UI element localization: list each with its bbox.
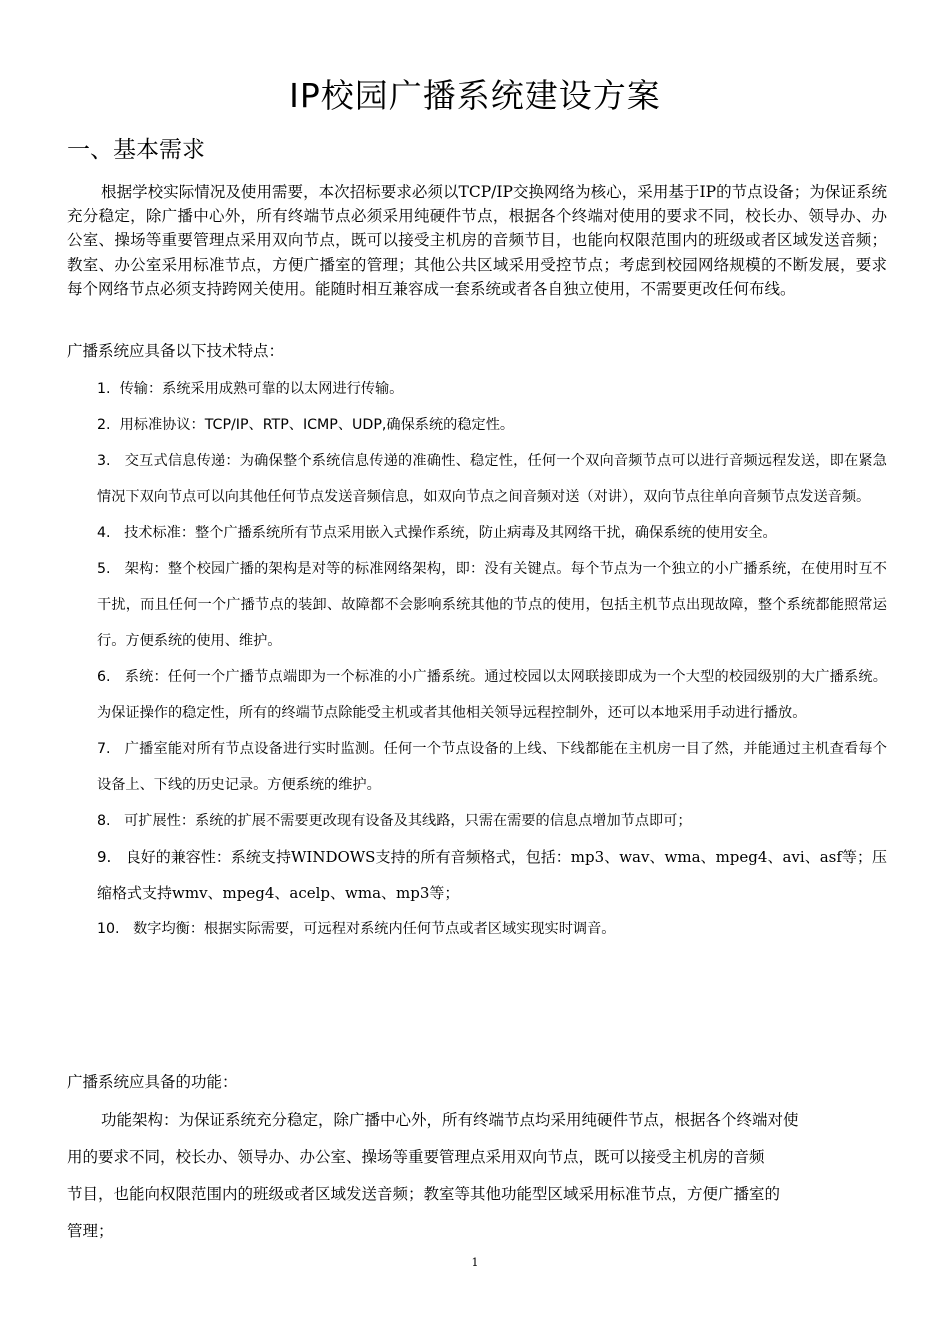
list-item-text: 广播室能对所有节点设备进行实时监测。任何一个节点设备的上线、下线都能在主机房一目了然，并能通过主机查看每个设备上、下线的历史记录。方便系统的维护。: [97, 741, 887, 793]
list-item: [97, 551, 887, 659]
list-item-number: 6.: [97, 669, 111, 685]
functions-line: [67, 1102, 887, 1139]
list-item: [97, 515, 887, 551]
features-list: [97, 371, 887, 947]
functions-line: 用的要求不同，校长办、领导办、办公室、操场等重要管理点采用双向节点，既可以接受主机房的音频: [67, 1148, 765, 1166]
list-item: [97, 911, 887, 947]
intro-paragraph: [67, 180, 887, 301]
list-item-text: 可扩展性：系统的扩展不需要更改现有设备及其线路，只需在需要的信息点增加节点即可；: [124, 813, 692, 829]
list-item-text: 良好的兼容性：系统支持WINDOWS支持的所有音频格式，包括：mp3、wav、wma、mpeg4、avi、asf等；压缩格式支持wmv、mpeg4、acelp、wma、mp3等；: [97, 848, 888, 902]
section-heading: 一、基本需求: [67, 137, 205, 163]
page-number: 1: [471, 1256, 479, 1269]
list-item: [97, 443, 887, 515]
list-item: [97, 407, 887, 443]
functions-line: 管理；: [67, 1222, 114, 1240]
list-item-number: 9.: [97, 848, 112, 866]
functions-lead: 广播系统应具备的功能：: [67, 1073, 238, 1091]
list-item: [97, 803, 887, 839]
intro-paragraph-text: 根据学校实际情况及使用需要，本次招标要求必须以TCP/IP交换网络为核心，采用基于IP的节点设备；为保证系统充分稳定，除广播中心外，所有终端节点必须采用纯硬件节点，根据各个终端对使用的要求不同，校长办、领导办、办公室、操场等重要管理点采用双向节点，既可以接受主机房的音频节目，也能向权限范围内的班级或者区域发送音频；教室、办公室采用标准节点，方便广播室的管理；其他公共区域采用受控节点；考虑到校园网络规模的不断发展，要求每个网络节点必须支持跨网关使用。能随时相互兼容成一套系统或者各自独立使用，不需要更改任何布线。: [67, 183, 887, 298]
list-item-text: 数字均衡：根据实际需要，可远程对系统内任何节点或者区域实现实时调音。: [133, 921, 616, 937]
functions-line-text: 功能架构：为保证系统充分稳定，除广播中心外，所有终端节点均采用纯硬件节点，根据各个终端对使: [101, 1111, 799, 1129]
list-item-text: 架构：整个校园广播的架构是对等的标准网络架构，即：没有关键点。每个节点为一个独立的小广播系统，在使用时互不干扰，而且任何一个广播节点的装卸、故障都不会影响系统其他的节点的使用，包括主机节点出现故障，整个系统都能照常运行。方便系统的使用、维护。: [97, 561, 887, 649]
list-item: [97, 371, 887, 407]
list-item-number: 10.: [97, 921, 120, 937]
list-item-number: 5.: [97, 561, 111, 577]
list-item-number: 7.: [97, 741, 111, 757]
list-item-text: 系统：任何一个广播节点端即为一个标准的小广播系统。通过校园以太网联接即成为一个大型的校园级别的大广播系统。为保证操作的稳定性，所有的终端节点除能受主机或者其他相关领导远程控制外，还可以本地采用手动进行播放。: [97, 669, 887, 721]
list-item: [97, 659, 887, 731]
list-item-number: 1.: [97, 381, 111, 397]
features-lead: 广播系统应具备以下技术特点：: [67, 342, 285, 360]
functions-line: 节目，也能向权限范围内的班级或者区域发送音频；教室等其他功能型区域采用标准节点，方便广播室的: [67, 1185, 781, 1203]
functions-paragraph: [67, 1102, 887, 1250]
document-title: IP校园广播系统建设方案: [289, 76, 661, 115]
list-item-number: 2.: [97, 417, 111, 433]
list-item-text: 用标准协议：TCP/IP、RTP、ICMP、UDP,确保系统的稳定性。: [119, 417, 515, 433]
list-item-text: 技术标准：整个广播系统所有节点采用嵌入式操作系统，防止病毒及其网络干扰，确保系统的使用安全。: [124, 525, 777, 541]
list-item-text: 交互式信息传递：为确保整个系统信息传递的准确性、稳定性，任何一个双向音频节点可以进行音频远程发送，即在紧急情况下双向节点可以向其他任何节点发送音频信息，如双向节点之间音频对送（对讲），双向节点往单向音频节点发送音频。: [97, 453, 887, 505]
list-item-number: 8.: [97, 813, 111, 829]
list-item: [97, 731, 887, 803]
list-item: [97, 839, 887, 911]
list-item-text: 传输：系统采用成熟可靠的以太网进行传输。: [119, 381, 404, 397]
list-item-number: 4.: [97, 525, 111, 541]
list-item-number: 3.: [97, 453, 111, 469]
